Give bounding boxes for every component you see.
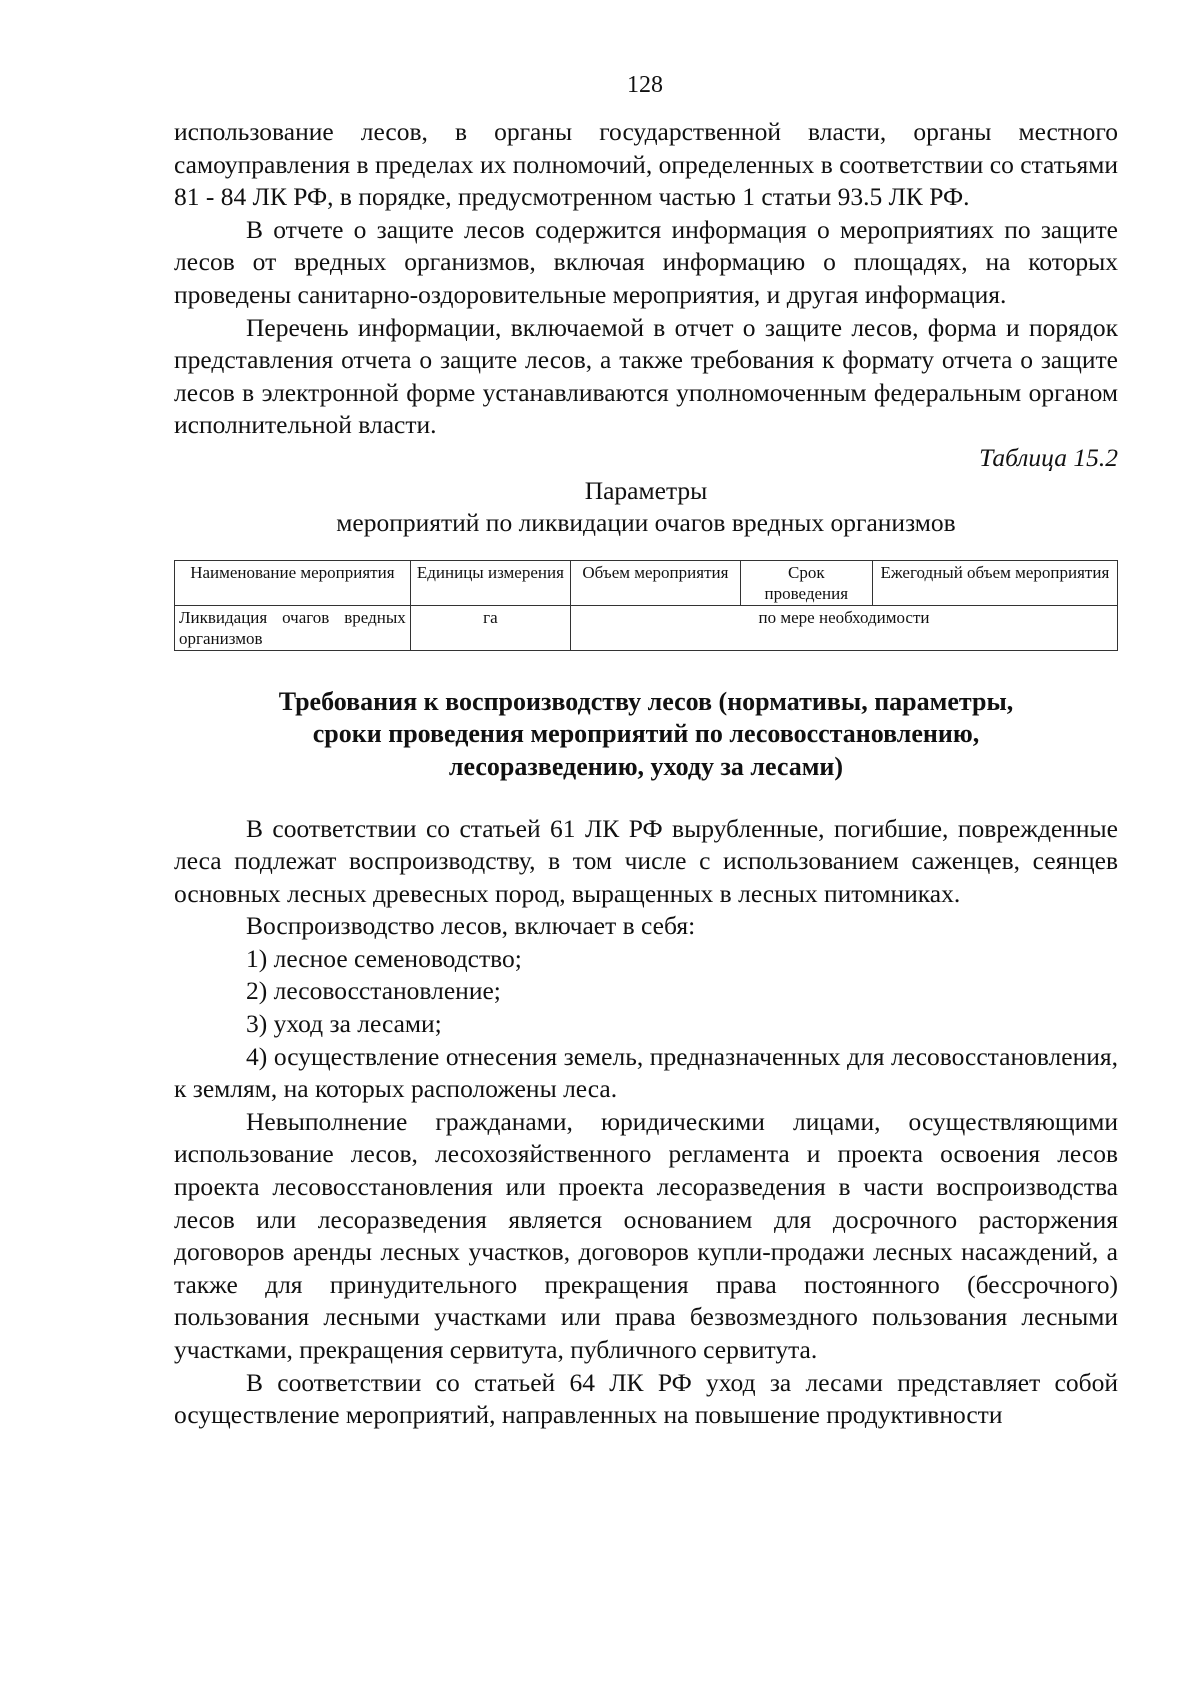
section-heading-line: Требования к воспроизводству лесов (нормативы, параметры,	[278, 686, 1014, 716]
paragraph-violation: Невыполнение гражданами, юридическими лицами, осуществляющими использование лесов, лесохозяйственного регламента и проекта освоения лесов проекта лесовосстановления или проекта лесоразведения в части воспроизводства лесов или лесоразведения является основанием для досрочного расторжения договоров аренды лесных участков, договоров купли-продажи лесных насаждений, а также для принудительного прекращения права постоянного (бессрочного) пользования лесными участками или права безвозмездного пользования лесными участками, прекращения сервитута, публичного сервитута.	[174, 1106, 1118, 1364]
list-intro: Воспроизводство лесов, включает в себя:	[246, 911, 696, 941]
list-item: 4) осуществление отнесения земель, предназначенных для лесовосстановления, к землям, на которых расположены леса.	[174, 1041, 1118, 1104]
cell-as-needed: по мере необходимости	[571, 605, 1118, 650]
header-period: Срок проведения	[740, 560, 872, 605]
list-item: 2) лесовосстановление;	[246, 976, 501, 1006]
header-volume: Объем мероприятия	[571, 560, 741, 605]
table-caption-title: Параметры	[584, 475, 708, 505]
section-heading	[174, 686, 1118, 784]
cell-activity-name: Ликвидация очагов вредных организмов	[175, 605, 411, 650]
paragraph-article-64: В соответствии со статьей 64 ЛК РФ уход за лесами представляет собой осуществление мероприятий, направленных на повышение продуктивности	[174, 1367, 1118, 1430]
table-label: Таблица 15.2	[979, 442, 1118, 472]
paragraph-report-content: В отчете о защите лесов содержится информация о мероприятиях по защите лесов от вредных организмов, включая информацию о площадях, на которых проведены санитарно-оздоровительные мероприятия, и другая информация.	[174, 214, 1118, 309]
section-heading-line: лесоразведению, уходу за лесами)	[448, 751, 844, 781]
paragraph-article-61: В соответствии со статьей 61 ЛК РФ вырубленные, погибшие, поврежденные леса подлежат воспроизводству, в том числе с использованием саженцев, сеянцев основных лесных древесных пород, выращенных в лесных питомниках.	[174, 813, 1118, 908]
list-item: 1) лесное семеноводство;	[246, 943, 522, 973]
table-row	[175, 605, 1118, 650]
list-item: 3) уход за лесами;	[246, 1009, 442, 1039]
parameters-table	[174, 560, 1118, 651]
table-caption-subtitle: мероприятий по ликвидации очагов вредных организмов	[336, 508, 956, 538]
header-units: Единицы измерения	[410, 560, 570, 605]
header-annual-volume: Ежегодный объем мероприятия	[872, 560, 1117, 605]
paragraph-report-format: Перечень информации, включаемой в отчет о защите лесов, форма и порядок представления отчета о защите лесов, а также требования к формату отчета о защите лесов в электронной форме устанавливаются уполномоченным федеральным органом исполнительной власти.	[174, 312, 1118, 440]
page-number: 128	[627, 72, 663, 98]
page-content	[174, 116, 1118, 1432]
paragraph-continuation: использование лесов, в органы государственной власти, органы местного самоуправления в пределах их полномочий, определенных в соответствии со статьями 81 - 84 ЛК РФ, в порядке, предусмотренном частью 1 статьи 93.5 ЛК РФ.	[174, 117, 1118, 212]
header-activity-name: Наименование мероприятия	[175, 560, 411, 605]
table-header-row	[175, 560, 1118, 605]
section-heading-line: сроки проведения мероприятий по лесовосстановлению,	[312, 719, 980, 749]
cell-unit: га	[410, 605, 570, 650]
